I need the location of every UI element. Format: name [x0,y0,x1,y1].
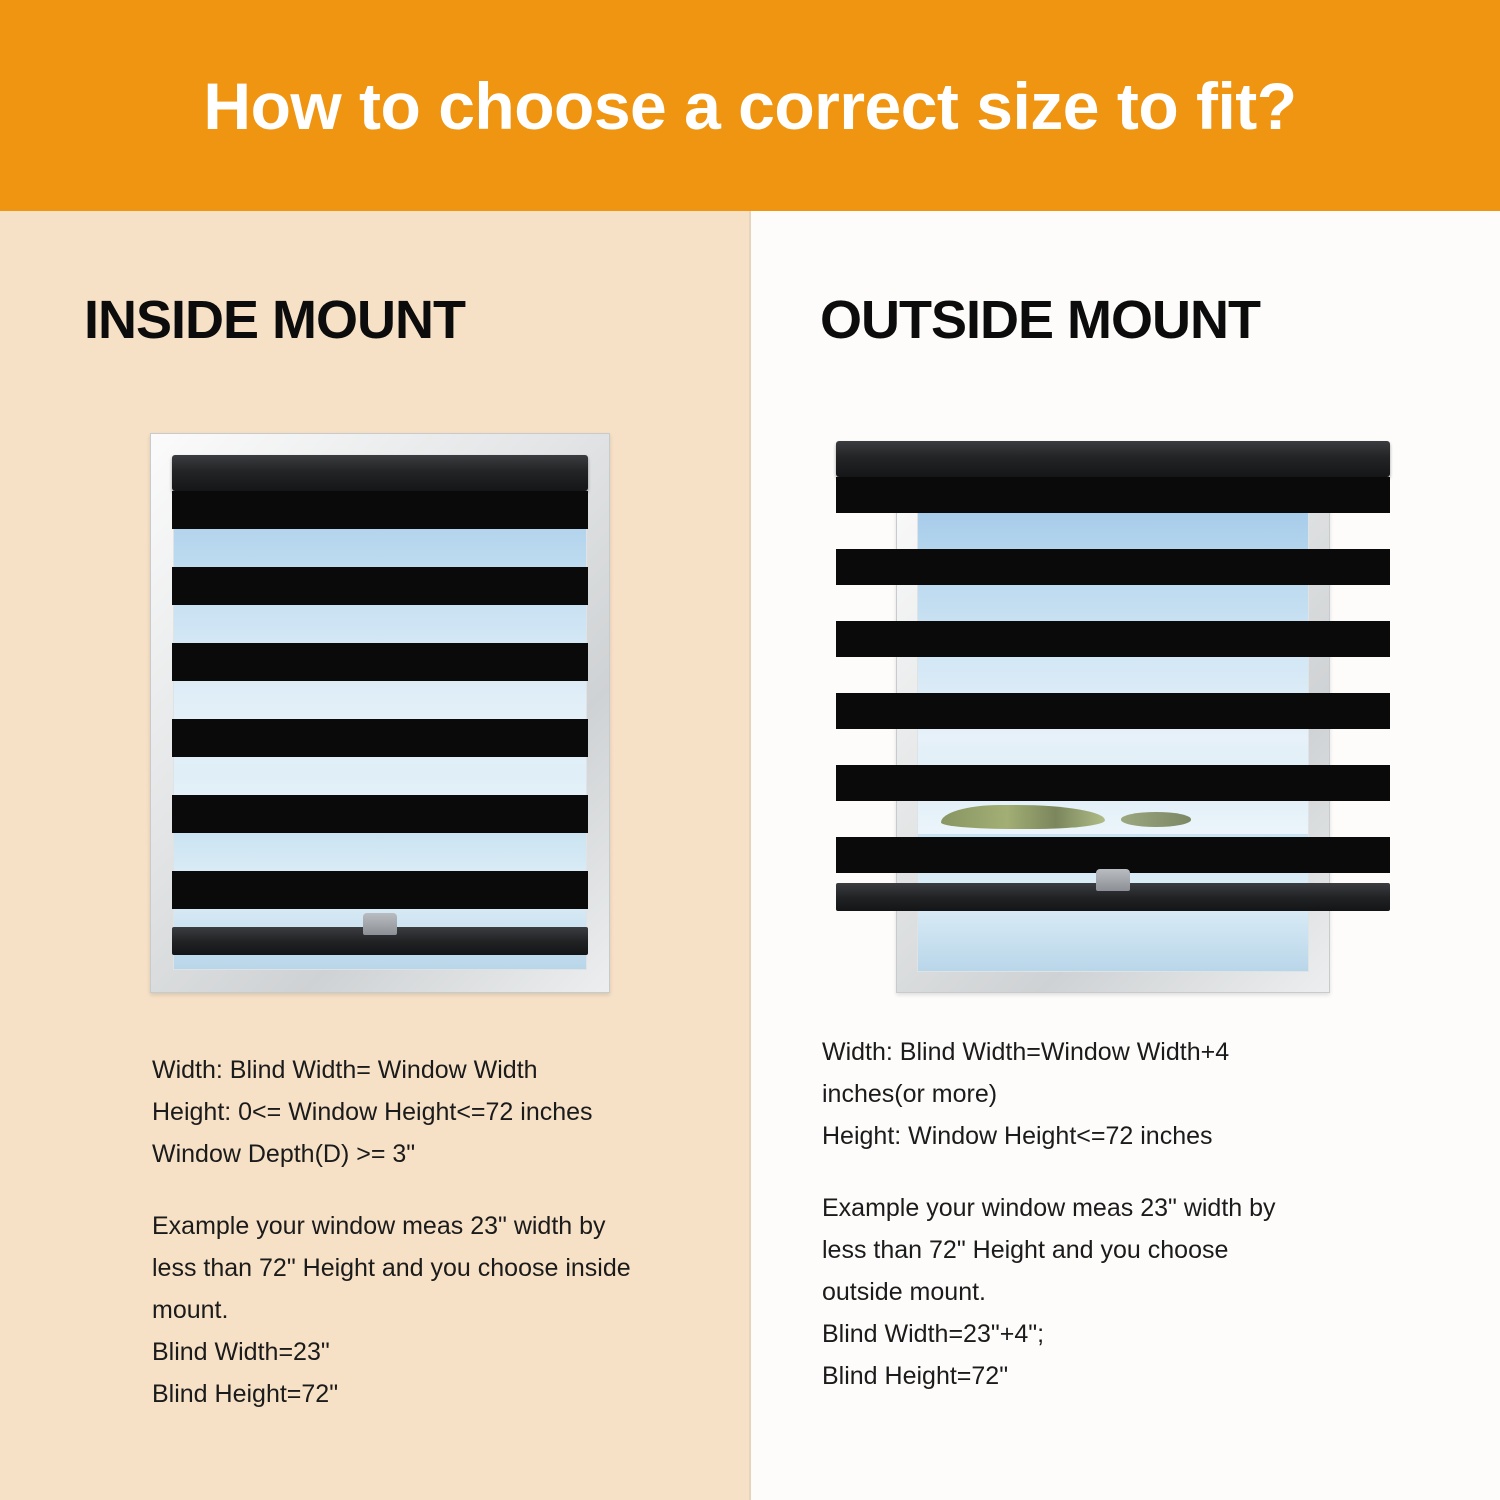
inside-example-line: Example your window meas 23" width by [152,1212,606,1240]
zebra-blind-inside-mount [172,455,588,955]
header-banner [0,0,1500,211]
outside-spec-line: inches(or more) [822,1080,998,1108]
inside-example-line: mount. [152,1296,229,1324]
inside-spec-line: Window Depth(D) >= 3" [152,1140,416,1168]
zebra-blind-outside-mount [836,441,1390,911]
inside-example-line: Blind Width=23" [152,1338,330,1366]
outside-spec-line: Height: Window Height<=72 inches [822,1122,1213,1150]
outside-example-line: less than 72" Height and you choose [822,1236,1229,1264]
outside-spec-line: Width: Blind Width=Window Width+4 [822,1038,1230,1066]
outside-mount-illustration [868,433,1358,993]
inside-spec-line: Width: Blind Width= Window Width [152,1056,538,1084]
inside-mount-section [0,211,750,1500]
outside-example-line: Blind Width=23"+4"; [822,1320,1045,1348]
blind-valance [172,455,588,491]
blind-slats [836,477,1390,877]
outside-mount-section [750,211,1500,1500]
inside-mount-text [152,1049,712,1415]
outside-example-line: outside mount. [822,1278,986,1306]
outside-example-line: Example your window meas 23" width by [822,1194,1276,1222]
blind-slats [172,491,588,921]
outside-mount-text [822,1031,1422,1397]
outside-mount-title: OUTSIDE MOUNT [820,290,1260,350]
page-title: How to choose a correct size to fit? [203,68,1297,143]
column-divider [749,211,751,1500]
blind-handle [363,913,397,935]
outside-example-line: Blind Height=72" [822,1362,1009,1390]
inside-example-line: Blind Height=72" [152,1380,339,1408]
inside-example-line: less than 72" Height and you choose inside [152,1254,631,1282]
blind-valance [836,441,1390,477]
inside-mount-illustration [150,433,610,993]
inside-mount-title: INSIDE MOUNT [84,290,466,350]
blind-handle [1096,869,1130,891]
inside-spec-line: Height: 0<= Window Height<=72 inches [152,1098,593,1126]
